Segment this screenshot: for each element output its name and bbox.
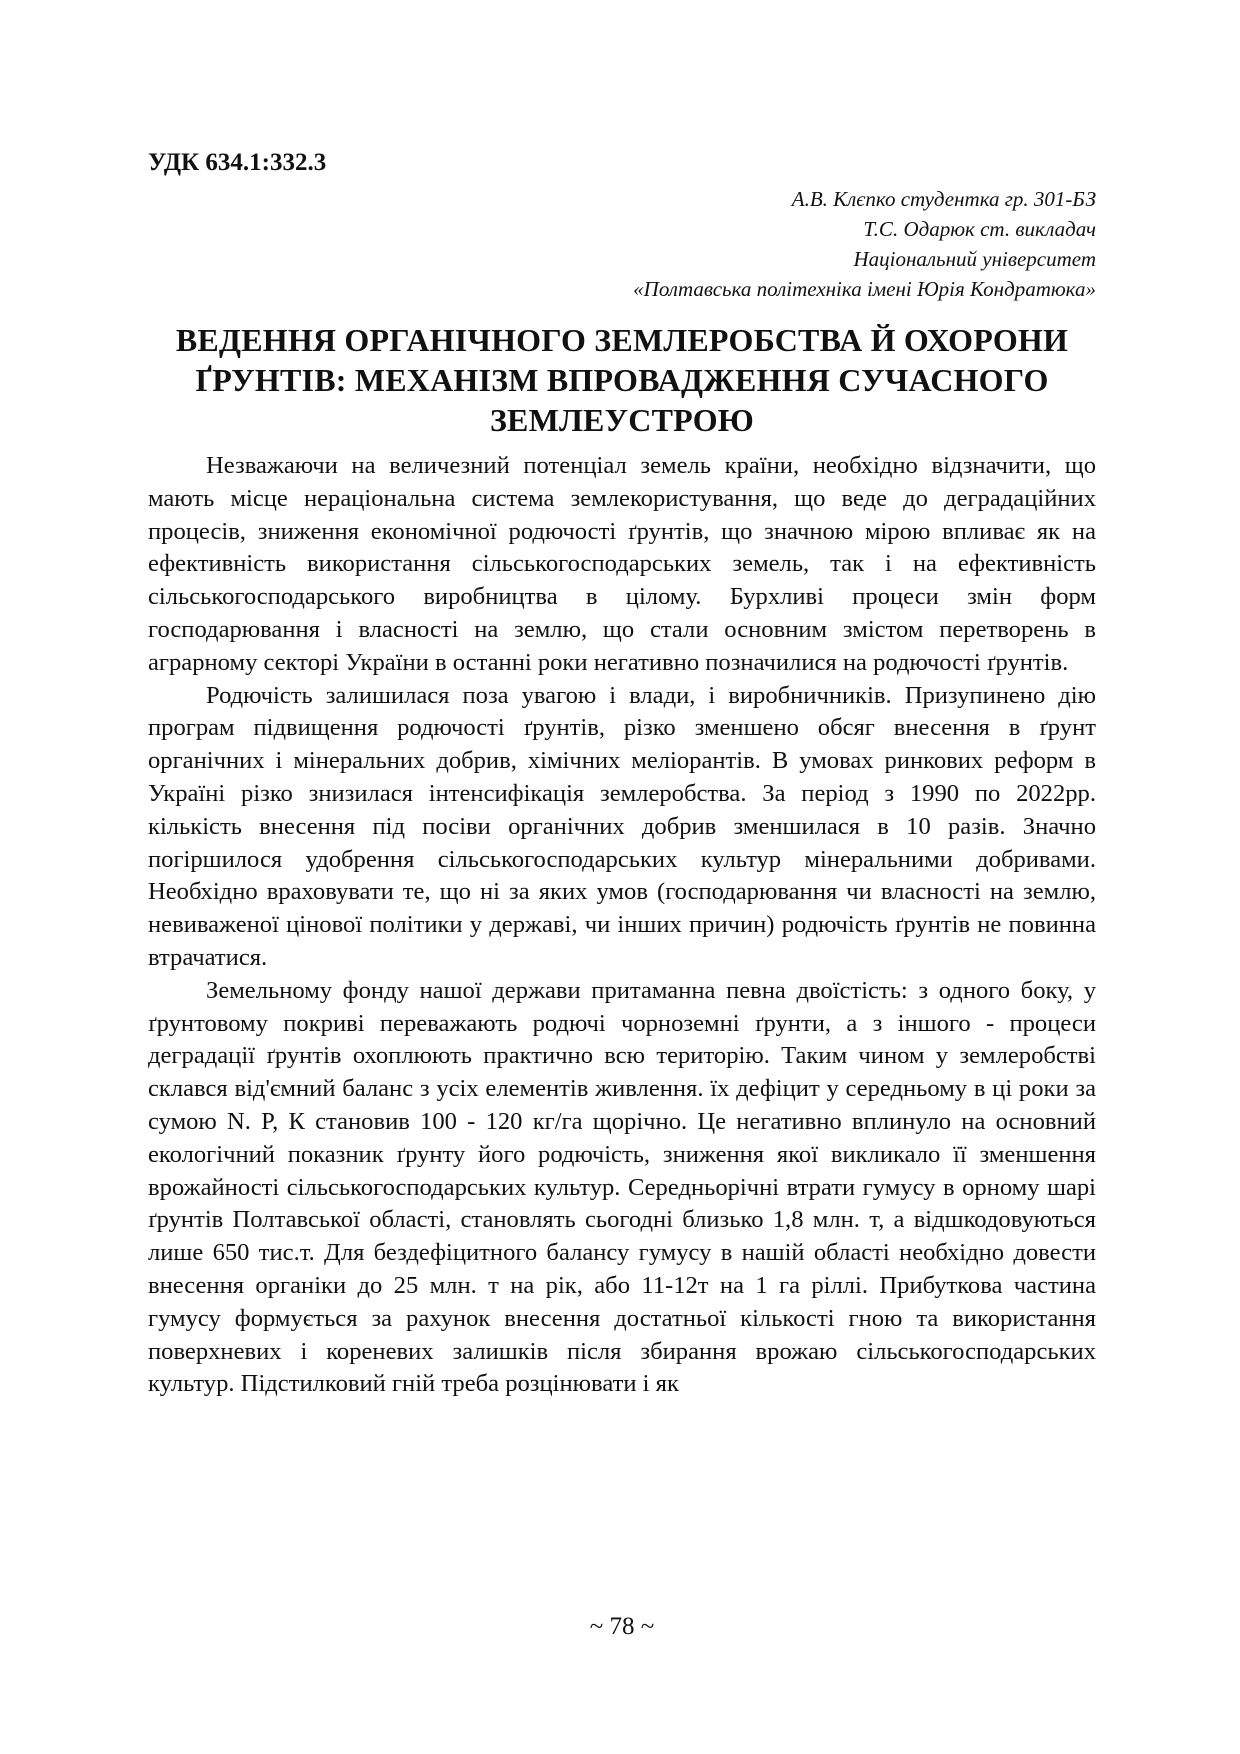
paragraph: Родючість залишилася поза увагою і влади, і виробничників. Призупинено дію програм підвищення родючості ґрунтів, різко зменшено обсяг внесення в ґрунт органічних і мінеральних добрив, хімічних меліорантів. В умовах ринкових реформ в Україні різко знизилася інтенсифікація землеробства. За період з 1990 по 2022рр. кількість внесення під посіви органічних добрив зменшилася в 10 разів. Значно погіршилося удобрення сільськогосподарських культур мінеральними добривами. Необхідно враховувати те, що ні за яких умов (господарювання чи власності на землю, невиваженої цінової політики у державі, чи інших причин) родючість ґрунтів не повинна втрачатися. <box>148 681 1096 971</box>
page-number: ~ 78 ~ <box>589 1613 655 1640</box>
author-line: А.В. Клєпко студентка гр. 301-БЗ <box>791 187 1096 211</box>
paragraph: Незважаючи на величезний потенціал земель країни, необхідно відзначити, що мають місце нераціональна система землекористування, що веде до деградаційних процесів, зниження економічної родючості ґрунтів, що значною мірою впливає як на ефективність використання сільськогосподарських земель, так і на ефективність сільськогосподарського виробництва в цілому. Бурхливі процеси змін форм господарювання і власності на землю, що стали основним змістом перетворень в аграрному секторі України в останні роки негативно позначилися на родючості ґрунтів. <box>148 452 1096 676</box>
article-body <box>148 450 1096 1401</box>
document-page <box>148 0 1096 1754</box>
paragraph: Земельному фонду нашої держави притаманна певна двоїстість: з одного боку, у ґрунтовому покриві переважають родючі чорноземні ґрунти, а з іншого - процеси деградації ґрунтів охоплюють практично всю територію. Таким чином у землеробстві склався від'ємний баланс з усіх елементів живлення. їх дефіцит у середньому в ці роки за сумою N. P, К становив 100 - 120 кг/га щорічно. Це негативно вплинуло на основний екологічний показник ґрунту його родючість, зниження якої викликало її зменшення врожайності сільськогосподарських культур. Середньорічні втрати гумусу в орному шарі ґрунтів Полтавської області, становлять сьогодні близько 1,8 млн. т, а відшкодовуються лише 650 тис.т. Для бездефіцитного балансу гумусу в нашій області необхідно довести внесення органіки до 25 млн. т на рік, або 11-12т на 1 га ріллі. Прибуткова частина гумусу формується за рахунок внесення достатньої кількості гною та використання поверхневих і кореневих залишків після збирання врожаю сільськогосподарських культур. Підстилковий гній треба розцінювати і як <box>148 976 1096 1398</box>
affiliation-line: Національний університет <box>853 247 1096 271</box>
author-line: Т.С. Одарюк ст. викладач <box>863 217 1096 241</box>
affiliation-line: «Полтавська політехніка імені Юрія Кондратюка» <box>633 277 1096 301</box>
udc-code: УДК 634.1:332.3 <box>148 149 327 176</box>
author-block <box>633 184 1096 304</box>
article-title: ВЕДЕННЯ ОРГАНІЧНОГО ЗЕМЛЕРОБСТВА Й ОХОРОНИ ҐРУНТІВ: МЕХАНІЗМ ВПРОВАДЖЕННЯ СУЧАСНОГО ЗЕМЛЕУСТРОЮ <box>175 322 1069 438</box>
